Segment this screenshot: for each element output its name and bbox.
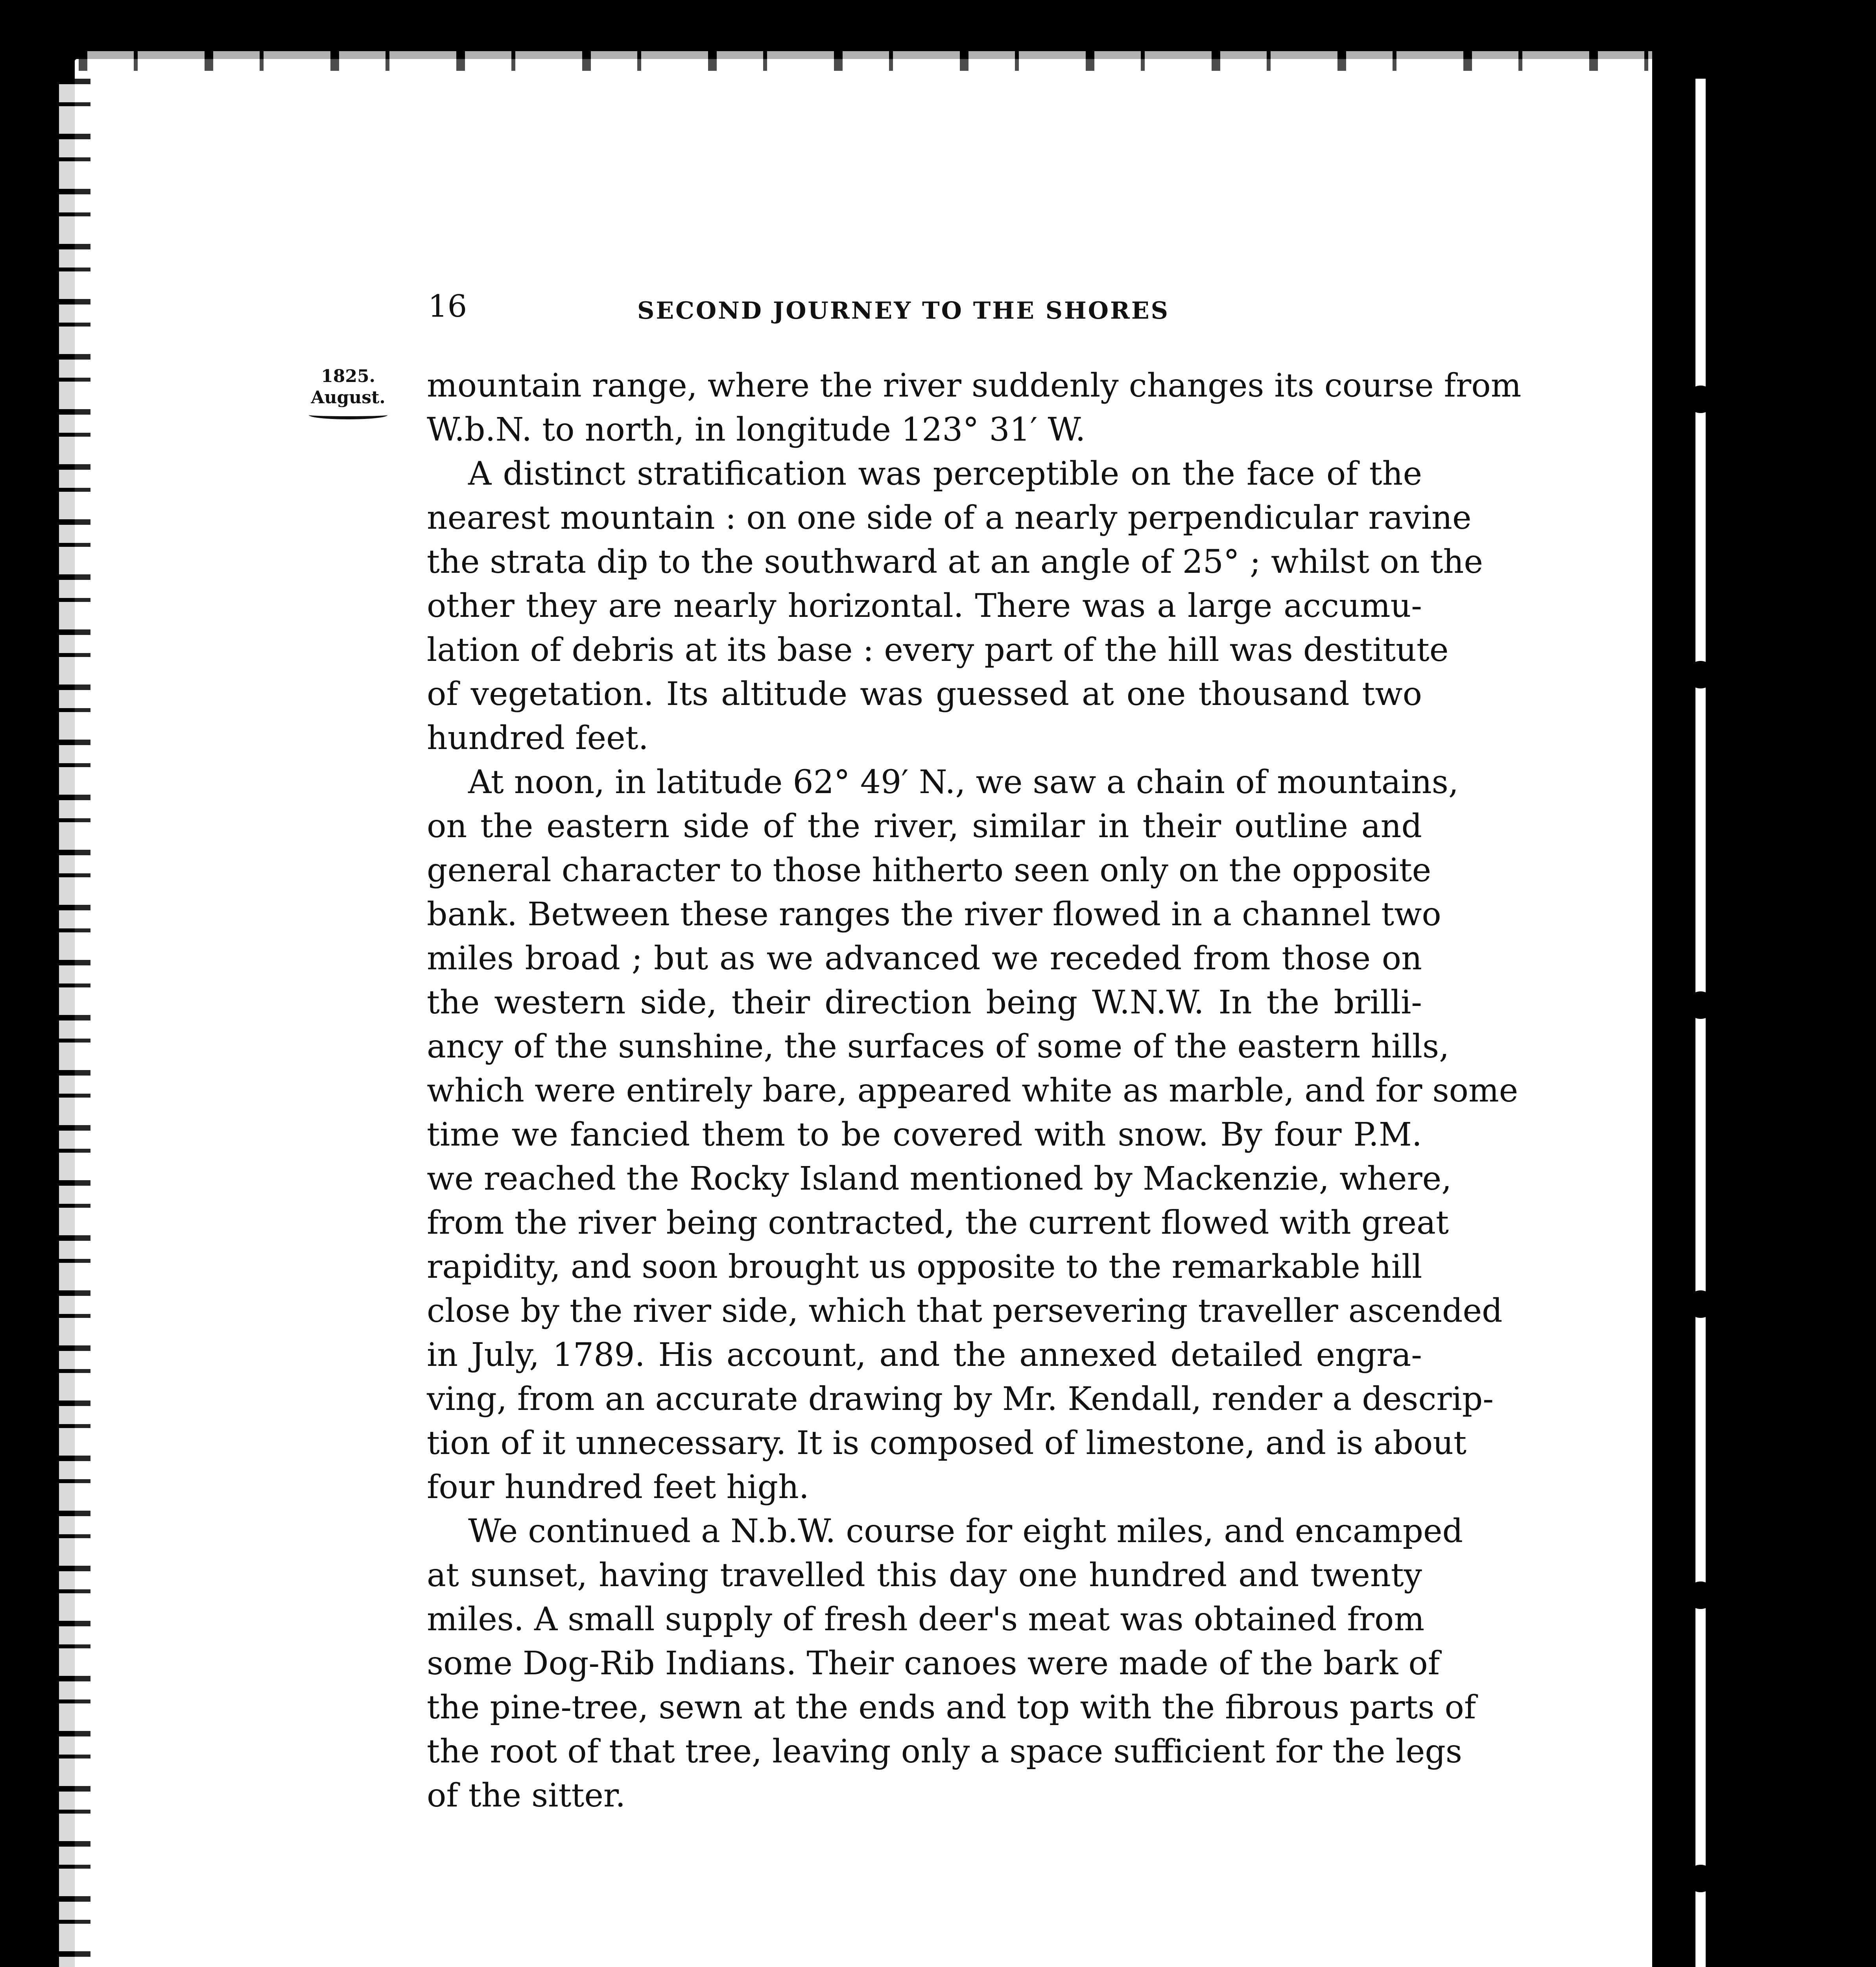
text-line: miles. A small supply of fresh deer's meat was obtained from	[427, 1601, 1425, 1638]
text-line: lation of debris at its base : every part of the hill was destitute	[427, 631, 1449, 669]
text-line: hundred feet.	[427, 720, 649, 757]
body-text	[427, 364, 1522, 1818]
text-line: mountain range, where the river suddenly changes its course from	[427, 367, 1522, 404]
text-line: bank. Between these ranges the river flowed in a channel two	[427, 896, 1441, 933]
text-line: which were entirely bare, appeared white as marble, and for some	[427, 1072, 1518, 1109]
text-line: of the sitter.	[427, 1777, 626, 1814]
text-line: four hundred feet high.	[427, 1469, 809, 1506]
text-line: at sunset, having travelled this day one hundred and twenty	[427, 1557, 1422, 1594]
text-line: ving, from an accurate drawing by Mr. Kendall, render a descrip-	[427, 1380, 1494, 1418]
binding-knot	[1687, 386, 1714, 413]
text-line: A distinct stratification was perceptible on the face of the	[468, 455, 1422, 493]
page-number: 16	[428, 289, 467, 324]
text-line: ancy of the sunshine, the surfaces of some of the eastern hills,	[427, 1028, 1450, 1065]
binding-knot	[1687, 1290, 1714, 1318]
margin-year: 1825.	[321, 366, 375, 386]
margin-month: August.	[311, 387, 386, 408]
scan-edge-left	[59, 79, 90, 1967]
binding-thread	[1695, 79, 1706, 1967]
text-line: W.b.N. to north, in longitude 123° 31′ W.	[427, 411, 1086, 448]
binding-gutter	[1652, 24, 1876, 1967]
paragraph	[427, 364, 1522, 452]
text-line: the western side, their direction being W.N.W. In the brilli-	[427, 984, 1422, 1021]
binding-knot	[1687, 661, 1714, 688]
text-line: rapidity, and soon brought us opposite to the remarkable hill	[427, 1248, 1422, 1286]
text-line: At noon, in latitude 62° 49′ N., we saw a chain of mountains,	[468, 764, 1459, 801]
running-head: SECOND JOURNEY TO THE SHORES	[637, 297, 1170, 325]
text-line: from the river being contracted, the current flowed with great	[427, 1204, 1449, 1242]
text-line: time we fancied them to be covered with snow. By four P.M.	[427, 1116, 1422, 1153]
margin-swash-ornament	[309, 411, 387, 419]
binding-knot	[1687, 1865, 1714, 1892]
text-line: we reached the Rocky Island mentioned by Mackenzie, where,	[427, 1160, 1452, 1198]
paragraph	[427, 760, 1518, 1509]
text-line: nearest mountain : on one side of a nearly perpendicular ravine	[427, 499, 1472, 537]
text-line: in July, 1789. His account, and the annexed detailed engra-	[427, 1336, 1422, 1374]
binding-knot	[1687, 1581, 1714, 1609]
text-line: other they are nearly horizontal. There was a large accumu-	[427, 587, 1422, 625]
scan-edge-top	[79, 51, 1692, 71]
text-line: miles broad ; but as we advanced we receded from those on	[427, 940, 1422, 977]
text-line: tion of it unnecessary. It is composed of limestone, and is about	[427, 1425, 1467, 1462]
text-line: general character to those hitherto seen only on the opposite	[427, 852, 1431, 889]
paragraph	[427, 1509, 1476, 1818]
text-line: the root of that tree, leaving only a space sufficient for the legs	[427, 1733, 1462, 1770]
text-line: some Dog-Rib Indians. Their canoes were made of the bark of	[427, 1645, 1440, 1682]
text-line: the strata dip to the southward at an angle of 25° ; whilst on the	[427, 543, 1483, 581]
text-line: We continued a N.b.W. course for eight miles, and encamped	[468, 1513, 1463, 1550]
margin-date-note	[299, 366, 397, 419]
text-line: on the eastern side of the river, similar in their outline and	[427, 808, 1422, 845]
text-line: of vegetation. Its altitude was guessed at one thousand two	[427, 675, 1422, 713]
text-line: the pine-tree, sewn at the ends and top with the fibrous parts of	[427, 1689, 1476, 1726]
text-line: close by the river side, which that persevering traveller ascended	[427, 1292, 1503, 1330]
binding-knot	[1687, 991, 1714, 1019]
paragraph	[427, 452, 1483, 760]
